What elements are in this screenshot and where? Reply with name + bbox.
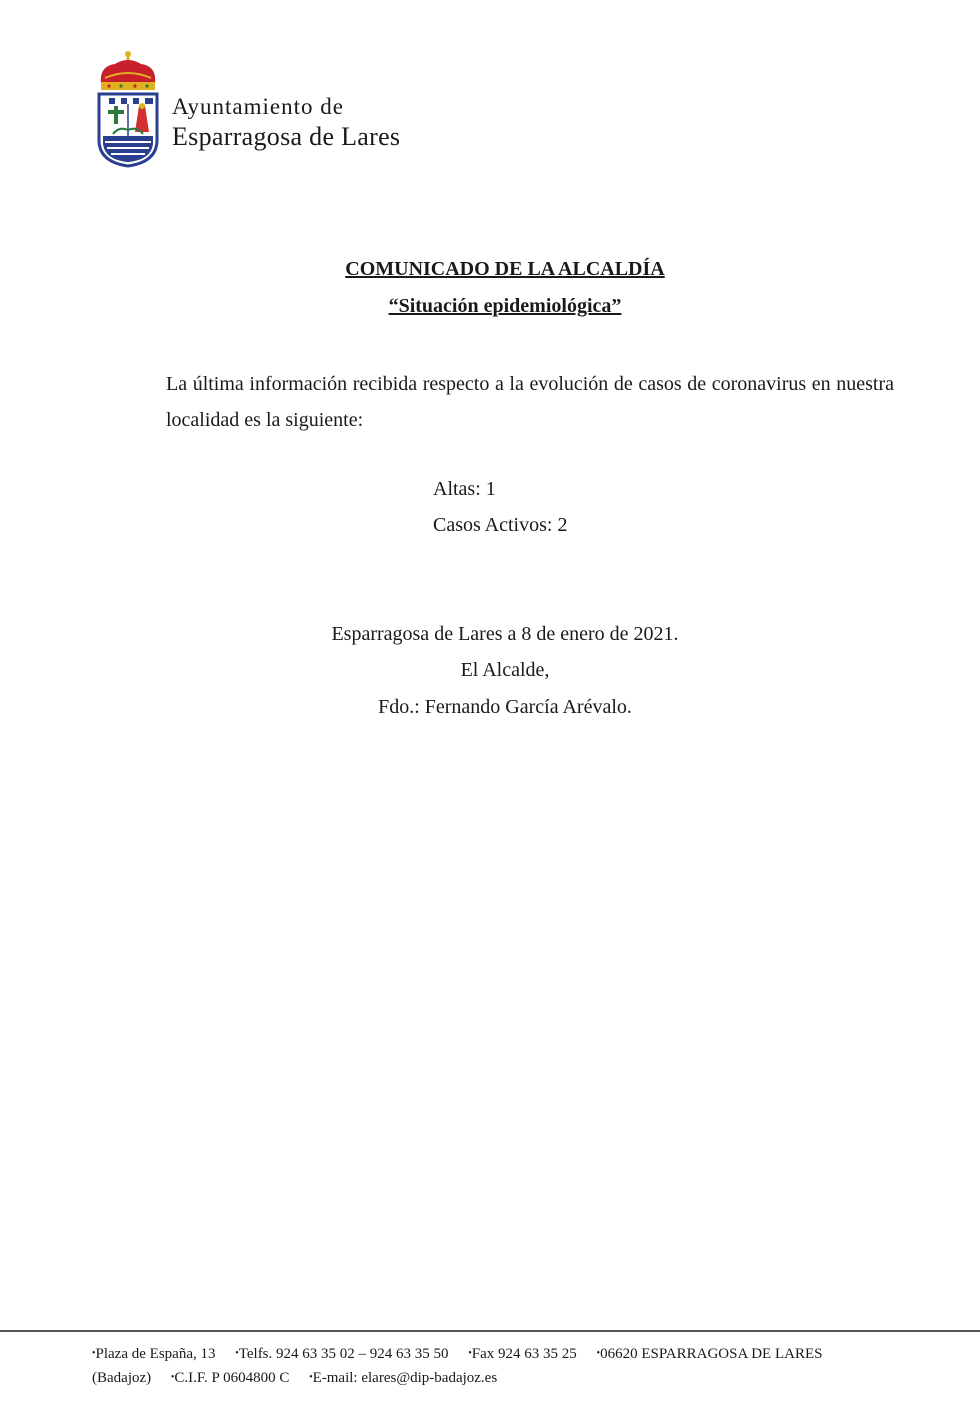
letterhead <box>95 48 515 170</box>
footer-cif: •C.I.F. P 0604800 C <box>170 1370 290 1386</box>
footer-line-1 <box>92 1346 892 1363</box>
footer-fax: •Fax 924 63 35 25 <box>468 1346 577 1362</box>
org-line-1: Ayuntamiento de <box>172 94 344 119</box>
document-subtitle: “Situación epidemiológica” <box>388 295 622 317</box>
footer-province: (Badajoz) <box>92 1370 152 1386</box>
footer-phones: •Telfs. 924 63 35 02 – 924 63 35 50 <box>235 1346 449 1362</box>
footer-email: •E-mail: elares@dip-badajoz.es <box>309 1370 498 1386</box>
intro-paragraph: La última información recibida respecto a la evolución de casos de coronavirus en nuestra localidad es la siguiente: <box>166 373 894 431</box>
footer-divider <box>0 1330 980 1332</box>
document-title: COMUNICADO DE LA ALCALDÍA <box>345 258 665 280</box>
signer-role: El Alcalde, <box>460 659 550 681</box>
footer-postal: •06620 ESPARRAGOSA DE LARES <box>596 1346 823 1362</box>
org-line-2: Esparragosa de Lares <box>172 122 401 151</box>
stat-active-cases: Casos Activos: 2 <box>433 514 568 536</box>
signature-line: Fdo.: Fernando García Arévalo. <box>378 696 632 718</box>
coat-of-arms-icon <box>95 48 161 168</box>
place-and-date: Esparragosa de Lares a 8 de enero de 2021. <box>331 623 679 645</box>
footer-address: •Plaza de España, 13 <box>92 1346 216 1362</box>
footer-line-2 <box>92 1370 892 1387</box>
stat-recoveries: Altas: 1 <box>433 478 496 500</box>
organization-name <box>172 94 400 154</box>
